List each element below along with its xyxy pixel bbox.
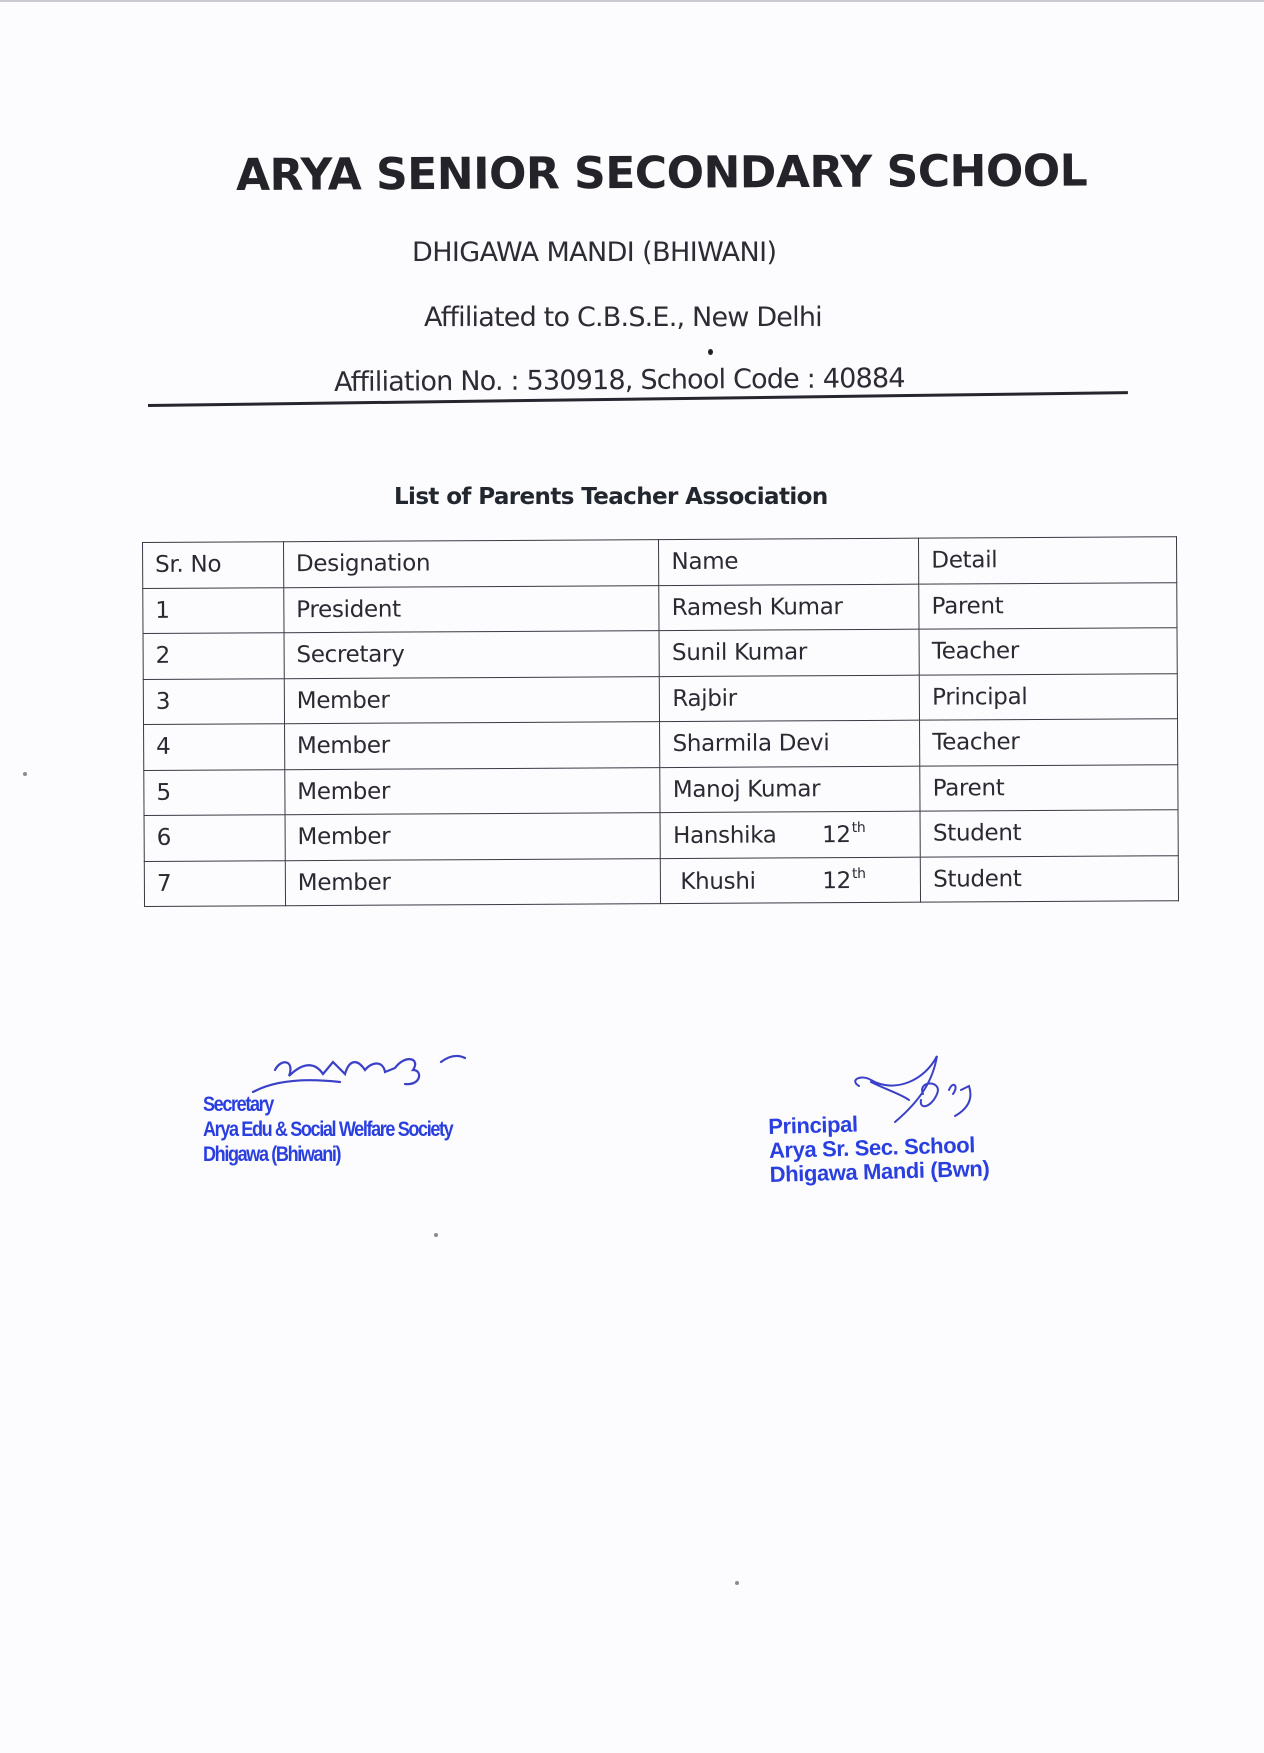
column-header-sr-no: Sr. No xyxy=(143,542,284,588)
table-row xyxy=(144,810,1178,861)
secretary-stamp-title: Secretary xyxy=(203,1093,273,1116)
list-title: List of Parents Teacher Association xyxy=(394,484,828,510)
table-row xyxy=(144,764,1178,815)
cell-sr-no: 1 xyxy=(143,587,284,633)
cell-detail: Student xyxy=(920,810,1178,857)
cell-name xyxy=(659,629,919,676)
column-header-designation: Designation xyxy=(283,540,659,588)
cell-sr-no: 4 xyxy=(144,724,285,770)
scan-top-edge xyxy=(0,0,1264,2)
cell-name xyxy=(659,584,919,631)
cell-designation: Secretary xyxy=(284,631,660,679)
cell-name xyxy=(660,675,920,722)
member-name: Khushi xyxy=(680,868,756,895)
scan-speck xyxy=(434,1233,438,1237)
cell-designation: Member xyxy=(285,858,661,906)
cell-designation: Member xyxy=(285,813,661,861)
cell-designation: Member xyxy=(285,767,661,815)
student-class xyxy=(822,820,866,848)
table-row xyxy=(143,673,1177,724)
cell-sr-no: 2 xyxy=(143,633,284,679)
cell-name xyxy=(660,811,920,858)
student-class-suffix: th xyxy=(851,820,866,837)
cell-designation: Member xyxy=(284,722,660,770)
cell-name xyxy=(661,857,921,904)
affiliation-numbers: Affiliation No. : 530918, School Code : 40884 xyxy=(333,363,905,398)
member-name: Hanshika xyxy=(672,822,777,850)
principal-stamp-school: Arya Sr. Sec. School xyxy=(768,1132,976,1163)
pta-table xyxy=(142,536,1179,907)
member-name: Sunil Kumar xyxy=(671,639,808,667)
school-location: DHIGAWA MANDI (BHIWANI) xyxy=(412,237,777,268)
principal-stamp-place: Dhigawa Mandi (Bwn) xyxy=(769,1155,990,1187)
cell-sr-no: 5 xyxy=(144,769,285,815)
cell-sr-no: 7 xyxy=(144,860,285,906)
column-header-detail: Detail xyxy=(919,537,1177,584)
student-class-number: 12 xyxy=(822,867,852,894)
cell-detail: Teacher xyxy=(920,719,1178,766)
cell-detail: Student xyxy=(921,855,1179,902)
cell-designation: President xyxy=(284,585,660,633)
secretary-stamp xyxy=(203,1092,452,1167)
cell-name xyxy=(660,720,920,767)
secretary-stamp-place: Dhigawa (Bhiwani) xyxy=(203,1143,341,1166)
member-name: Rajbir xyxy=(672,685,737,712)
scan-speck xyxy=(708,349,713,355)
cell-sr-no: 6 xyxy=(144,815,285,861)
table-row xyxy=(144,719,1178,770)
student-class-number: 12 xyxy=(821,822,851,849)
cell-detail: Parent xyxy=(920,764,1178,811)
cell-sr-no: 3 xyxy=(143,678,284,724)
scan-speck xyxy=(735,1581,739,1585)
member-name: Manoj Kumar xyxy=(672,775,821,803)
member-name: Sharmila Devi xyxy=(672,730,830,758)
school-name: ARYA SENIOR SECONDARY SCHOOL xyxy=(235,145,1088,201)
principal-stamp xyxy=(768,1109,990,1187)
cell-detail: Parent xyxy=(919,582,1177,629)
cell-detail: Principal xyxy=(920,673,1178,720)
scan-speck xyxy=(23,772,27,776)
column-header-name: Name xyxy=(659,538,919,585)
table-row xyxy=(143,628,1177,679)
table-row xyxy=(144,855,1178,906)
table-row xyxy=(143,582,1177,633)
cell-detail: Teacher xyxy=(919,628,1177,675)
cell-designation: Member xyxy=(284,676,660,724)
principal-stamp-title: Principal xyxy=(767,1111,858,1139)
student-class xyxy=(822,866,866,894)
table-header-row xyxy=(143,537,1177,588)
secretary-signature xyxy=(245,1040,475,1100)
student-class-suffix: th xyxy=(851,865,866,882)
member-name: Ramesh Kumar xyxy=(671,593,843,621)
secretary-stamp-society: Arya Edu & Social Welfare Society xyxy=(203,1118,453,1141)
cell-name xyxy=(660,766,920,813)
affiliation-line: Affiliated to C.B.S.E., New Delhi xyxy=(424,302,822,333)
